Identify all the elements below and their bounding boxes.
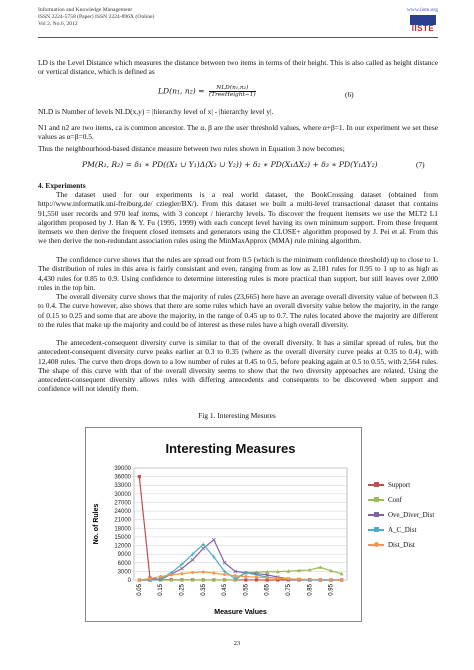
eq6-numerator: NLD(n₁,n₂): [209, 85, 256, 92]
journal-volume: Vol 2, No.6, 2012: [38, 21, 78, 27]
y-tick-label: 30000: [114, 491, 131, 498]
x-tick-label: 0.35: [200, 584, 207, 596]
para-antecedent-consequent: The antecedent-consequent diversity curve is similar to that of the overall diversity. It has a similar spread of rules, but the antecedent-consequent diversity curve peaks earlier at 0.3 to 0.35 (where as the overall diversity curve peaks at 0.35 to 0.4), with 12,408 rules. The curve then drops down to a low number of rules at 0.45 to 0.5, before peaking again at 0.5 to 0.55, with 2,564 rules. The shape of this curve with that of the overall diversity seems to show that the two diversity approaches are related. Using the antecedent-consequent diversity allows rules with differing antecedents and consequents to be discovered when support and confidence will not identify them.: [38, 338, 438, 394]
x-tick-label: 0.95: [328, 584, 335, 596]
x-tick-label: 0.15: [158, 584, 165, 596]
data-point: [244, 575, 247, 578]
header-rule: [38, 37, 438, 38]
equation-7: PM(R₁, R₂) = δ₁ ∗ PD((X₁ ∪ Y₁)Δ(X₂ ∪ Y₂)) + δ₂ ∗ PD(X₁ΔX₂) + δ₃ ∗ PD(Y₁ΔY₂): [82, 160, 378, 169]
eq6-number: (6): [345, 90, 354, 99]
page-number: 23: [233, 640, 241, 647]
data-point: [223, 573, 226, 576]
y-tick-label: 24000: [114, 509, 131, 516]
legend-item-dist-dist: [368, 541, 434, 556]
chart-svg: [86, 428, 361, 621]
data-point: [340, 578, 343, 581]
para-thus: Thus the neighbourhood-based distance measure between two rules shown in Equation 3 now becomes;: [38, 144, 345, 153]
eq6-lhs: LD(n₁, n₂) =: [158, 86, 205, 96]
plot-area: [134, 468, 347, 580]
x-tick-label: 0.75: [286, 584, 293, 596]
legend-marker: [374, 512, 379, 517]
para-experiments-dataset: The dataset used for our experiments is a real world dataset, the BookCrossing dataset (obtained from http://www.informatik.uni-freiburg.de/ cziegler/BX/). From this dataset we built a multi-level transactional dataset that contains 91,550 user records and 970 leaf items, with 3 concept / hierarchy levels. To discover the frequent itemsets we use the MLT2 L1 algorithm proposed by J. Han & Y. Fu (1995, 1999) with each concept level having its own minimum support. From these frequent itemsets we then derive the frequent closed itemsets and generators using the CLOSE+ algorithm proposed by J. Pei et al. From this we then derive the non-redundant association rules using the MinMaxApprox (MMA) rule mining algorithm.: [38, 190, 438, 246]
data-point: [308, 578, 311, 581]
data-point: [298, 578, 301, 581]
y-tick-label: 15000: [114, 534, 131, 541]
y-tick-label: 33000: [114, 483, 131, 490]
legend-label: Ove_Diver_Dist: [388, 511, 435, 519]
data-point: [202, 570, 205, 573]
data-point: [244, 578, 247, 581]
data-point: [159, 575, 162, 578]
legend-label: Support: [388, 481, 411, 489]
x-tick-label: 0.85: [307, 584, 314, 596]
para-n1-n2: N1 and n2 are two items, ca is common ancestor. The α, β are the user threshold values, where α+β=1. In our experiment we set these values as α=β=0.5.: [38, 123, 438, 142]
legend-item-conf: [368, 496, 434, 511]
data-point: [266, 576, 269, 579]
logo-text: IISTE: [411, 24, 435, 33]
journal-header: [38, 7, 154, 28]
y-tick-label: 6000: [117, 560, 131, 567]
y-tick-label: 18000: [114, 526, 131, 533]
iiste-logo: [410, 15, 436, 34]
legend-item-a-c-dist: [368, 526, 434, 541]
x-tick-label: 0.05: [136, 584, 143, 596]
legend-item-support: [368, 481, 434, 496]
para-nld: NLD is Number of levels NLD(x,y) = |hierarchy level of x| - |hierarchy level y|.: [38, 107, 274, 116]
x-tick-label: 0.45: [222, 584, 229, 596]
data-point: [170, 573, 173, 576]
data-point: [287, 577, 290, 580]
data-point: [191, 571, 194, 574]
y-tick-label: 12000: [114, 543, 131, 550]
legend-marker: [374, 482, 379, 487]
y-tick-label: 36000: [114, 474, 131, 481]
y-tick-label: 27000: [114, 500, 131, 507]
interesting-measures-chart: [85, 427, 362, 622]
eq6-fraction: [209, 85, 256, 98]
data-point: [330, 578, 333, 581]
journal-issn: ISSN 2224-5758 (Paper) ISSN 2224-896X (Online): [38, 14, 155, 20]
legend-label: A_C_Dist: [388, 526, 417, 534]
data-point: [148, 577, 151, 580]
x-axis-label: Measure Values: [214, 609, 267, 616]
legend-item-ove-diver-dist: [368, 511, 434, 526]
data-point: [138, 579, 141, 582]
y-axis-label: No. of Rules: [93, 503, 100, 545]
y-tick-label: 0: [127, 578, 131, 584]
section-heading-experiments: 4. Experiments: [38, 181, 86, 190]
eq7-number: (7): [416, 160, 425, 169]
data-point: [255, 576, 258, 579]
data-point: [138, 475, 141, 478]
chart-title: Interesting Measures: [165, 441, 296, 456]
data-point: [180, 572, 183, 575]
eq6-denominator: (TreeHeight−1): [208, 92, 256, 98]
y-tick-label: 39000: [114, 466, 131, 472]
legend-marker: [374, 527, 379, 532]
legend-label: Dist_Dist: [388, 541, 415, 549]
legend-marker: [374, 542, 379, 547]
legend-label: Conf: [388, 496, 402, 504]
figure-caption: Fig 1. Interesting Mesures: [198, 411, 276, 420]
para-level-distance: LD is the Level Distance which measures the distance between two items in terms of their height. This is also called as height distance or vertical distance, which is defined as: [38, 58, 438, 77]
data-point: [319, 578, 322, 581]
data-point: [234, 574, 237, 577]
x-tick-label: 0.65: [264, 584, 271, 596]
data-point: [276, 577, 279, 580]
y-tick-label: 9000: [117, 552, 131, 559]
para-confidence-curve: The confidence curve shows that the rules are spread out from 0.5 (which is the minimum confidence threshold) up to close to 1. The distribution of rules in this area is fairly consistant and even, ranging from as low as 2,181 rules for 0.95 to 1 up to as high as 4,430 rules for 0.85 to 0.9. Using confidence to determine interesting rules is more practical than support, but still leaves over 2,000 rules in the top bin.: [38, 255, 438, 292]
y-tick-label: 21000: [114, 517, 131, 524]
data-point: [212, 572, 215, 575]
y-tick-label: 3000: [117, 569, 131, 576]
journal-url[interactable]: www.iiste.org: [406, 7, 438, 13]
x-tick-label: 0.25: [179, 584, 186, 596]
equation-6: [158, 85, 256, 98]
x-tick-label: 0.55: [243, 584, 250, 596]
journal-title: Information and Knowledge Management: [38, 7, 132, 13]
legend-marker: [374, 497, 379, 502]
para-overall-diversity: The overall diversity curve shows that the majority of rules (23,665) here have an average overall diversity value of between 0.3 to 0.4. The curve however, also shows that there are some rules which have an overall diversity value below the majority, in the range of 0.15 to 0.25 and some that are above the majority, in the range of 0.45 up to 0.7. The rules located above the majority are different to the rules that make up the majority and could be of interest as these rules have a high overall diversity.: [38, 292, 438, 329]
chart-legend: [368, 481, 434, 556]
data-point: [255, 578, 258, 581]
